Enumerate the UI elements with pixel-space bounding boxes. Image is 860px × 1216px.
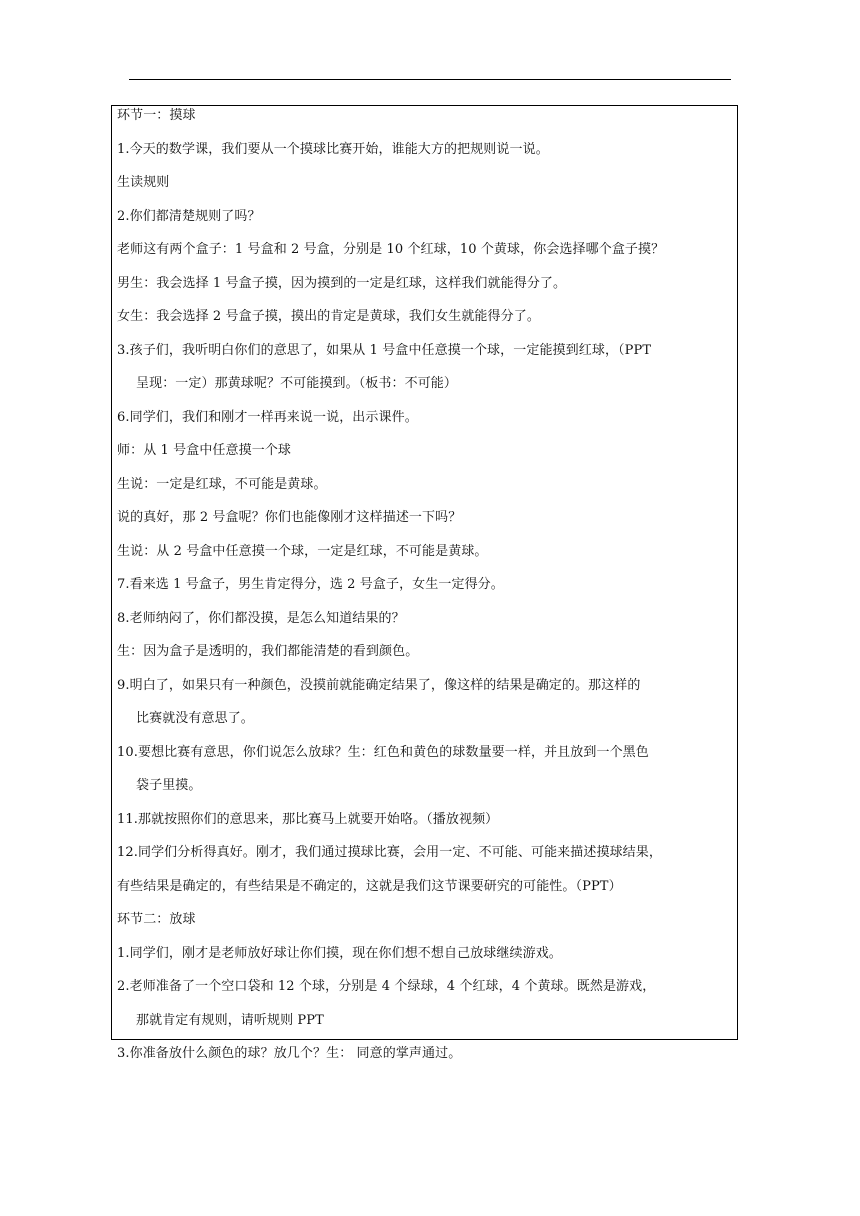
text-line: 袋子里摸。 bbox=[136, 778, 202, 793]
text-line: 3.你准备放什么颜色的球？放几个？生： 同意的掌声通过。 bbox=[117, 1046, 462, 1061]
text-line: 生读规则 bbox=[117, 175, 170, 190]
header-rule bbox=[129, 79, 731, 80]
text-line: 生：因为盒子是透明的，我们都能清楚的看到颜色。 bbox=[117, 644, 419, 659]
text-line: 10.要想比赛有意思，你们说怎么放球？生：红色和黄色的球数量要一样，并且放到一个黑色 bbox=[117, 745, 649, 760]
text-line: 2.你们都清楚规则了吗？ bbox=[117, 209, 261, 224]
text-line: 比赛就没有意思了。 bbox=[136, 711, 254, 726]
text-line: 女生：我会选择 2 号盒子摸，摸出的肯定是黄球，我们女生就能得分了。 bbox=[117, 309, 540, 324]
text-line: 6.同学们，我们和刚才一样再来说一说，出示课件。 bbox=[117, 410, 418, 425]
text-line: 3.孩子们，我听明白你们的意思了，如果从 1 号盒中任意摸一个球，一定能摸到红球，（PPT bbox=[117, 343, 652, 358]
text-line: 1.今天的数学课，我们要从一个摸球比赛开始，谁能大方的把规则说一说。 bbox=[117, 142, 549, 157]
text-line: 2.老师准备了一个空口袋和 12 个球，分别是 4 个绿球，4 个红球，4 个黄球。既然是游戏， bbox=[117, 979, 656, 994]
text-line: 9.明白了，如果只有一种颜色，没摸前就能确定结果了，像这样的结果是确定的。那这样的 bbox=[117, 678, 641, 693]
text-line: 生说：一定是红球，不可能是黄球。 bbox=[117, 477, 327, 492]
text-line: 呈现：一定）那黄球呢？不可能摸到。（板书：不可能） bbox=[136, 376, 458, 391]
text-line: 1.同学们，刚才是老师放好球让你们摸，现在你们想不想自己放球继续游戏。 bbox=[117, 946, 562, 961]
text-line: 环节一：摸球 bbox=[117, 108, 196, 123]
text-line: 师：从 1 号盒中任意摸一个球 bbox=[117, 443, 292, 458]
text-line: 7.看来选 1 号盒子，男生肯定得分，选 2 号盒子，女生一定得分。 bbox=[117, 577, 504, 592]
text-line: 那就肯定有规则，请听规则 PPT bbox=[136, 1013, 324, 1028]
text-line: 男生：我会选择 1 号盒子摸，因为摸到的一定是红球，这样我们就能得分了。 bbox=[117, 276, 567, 291]
text-line: 环节二：放球 bbox=[117, 912, 196, 927]
text-line: 生说：从 2 号盒中任意摸一个球，一定是红球，不可能是黄球。 bbox=[117, 544, 488, 559]
text-line: 12.同学们分析得真好。刚才，我们通过摸球比赛，会用一定、不可能、可能来描述摸球结果， bbox=[117, 845, 662, 860]
text-line: 有些结果是确定的，有些结果是不确定的，这就是我们这节课要研究的可能性。（PPT） bbox=[117, 879, 622, 894]
text-line: 说的真好，那 2 号盒呢？你们也能像刚才这样描述一下吗？ bbox=[117, 510, 462, 525]
text-line: 11.那就按照你们的意思来，那比赛马上就要开始咯。（播放视频） bbox=[117, 812, 499, 827]
text-line: 8.老师纳闷了，你们都没摸，是怎么知道结果的？ bbox=[117, 611, 405, 626]
text-line: 老师这有两个盒子：1 号盒和 2 号盒，分别是 10 个红球，10 个黄球，你会选择哪个盒子摸？ bbox=[117, 242, 665, 257]
